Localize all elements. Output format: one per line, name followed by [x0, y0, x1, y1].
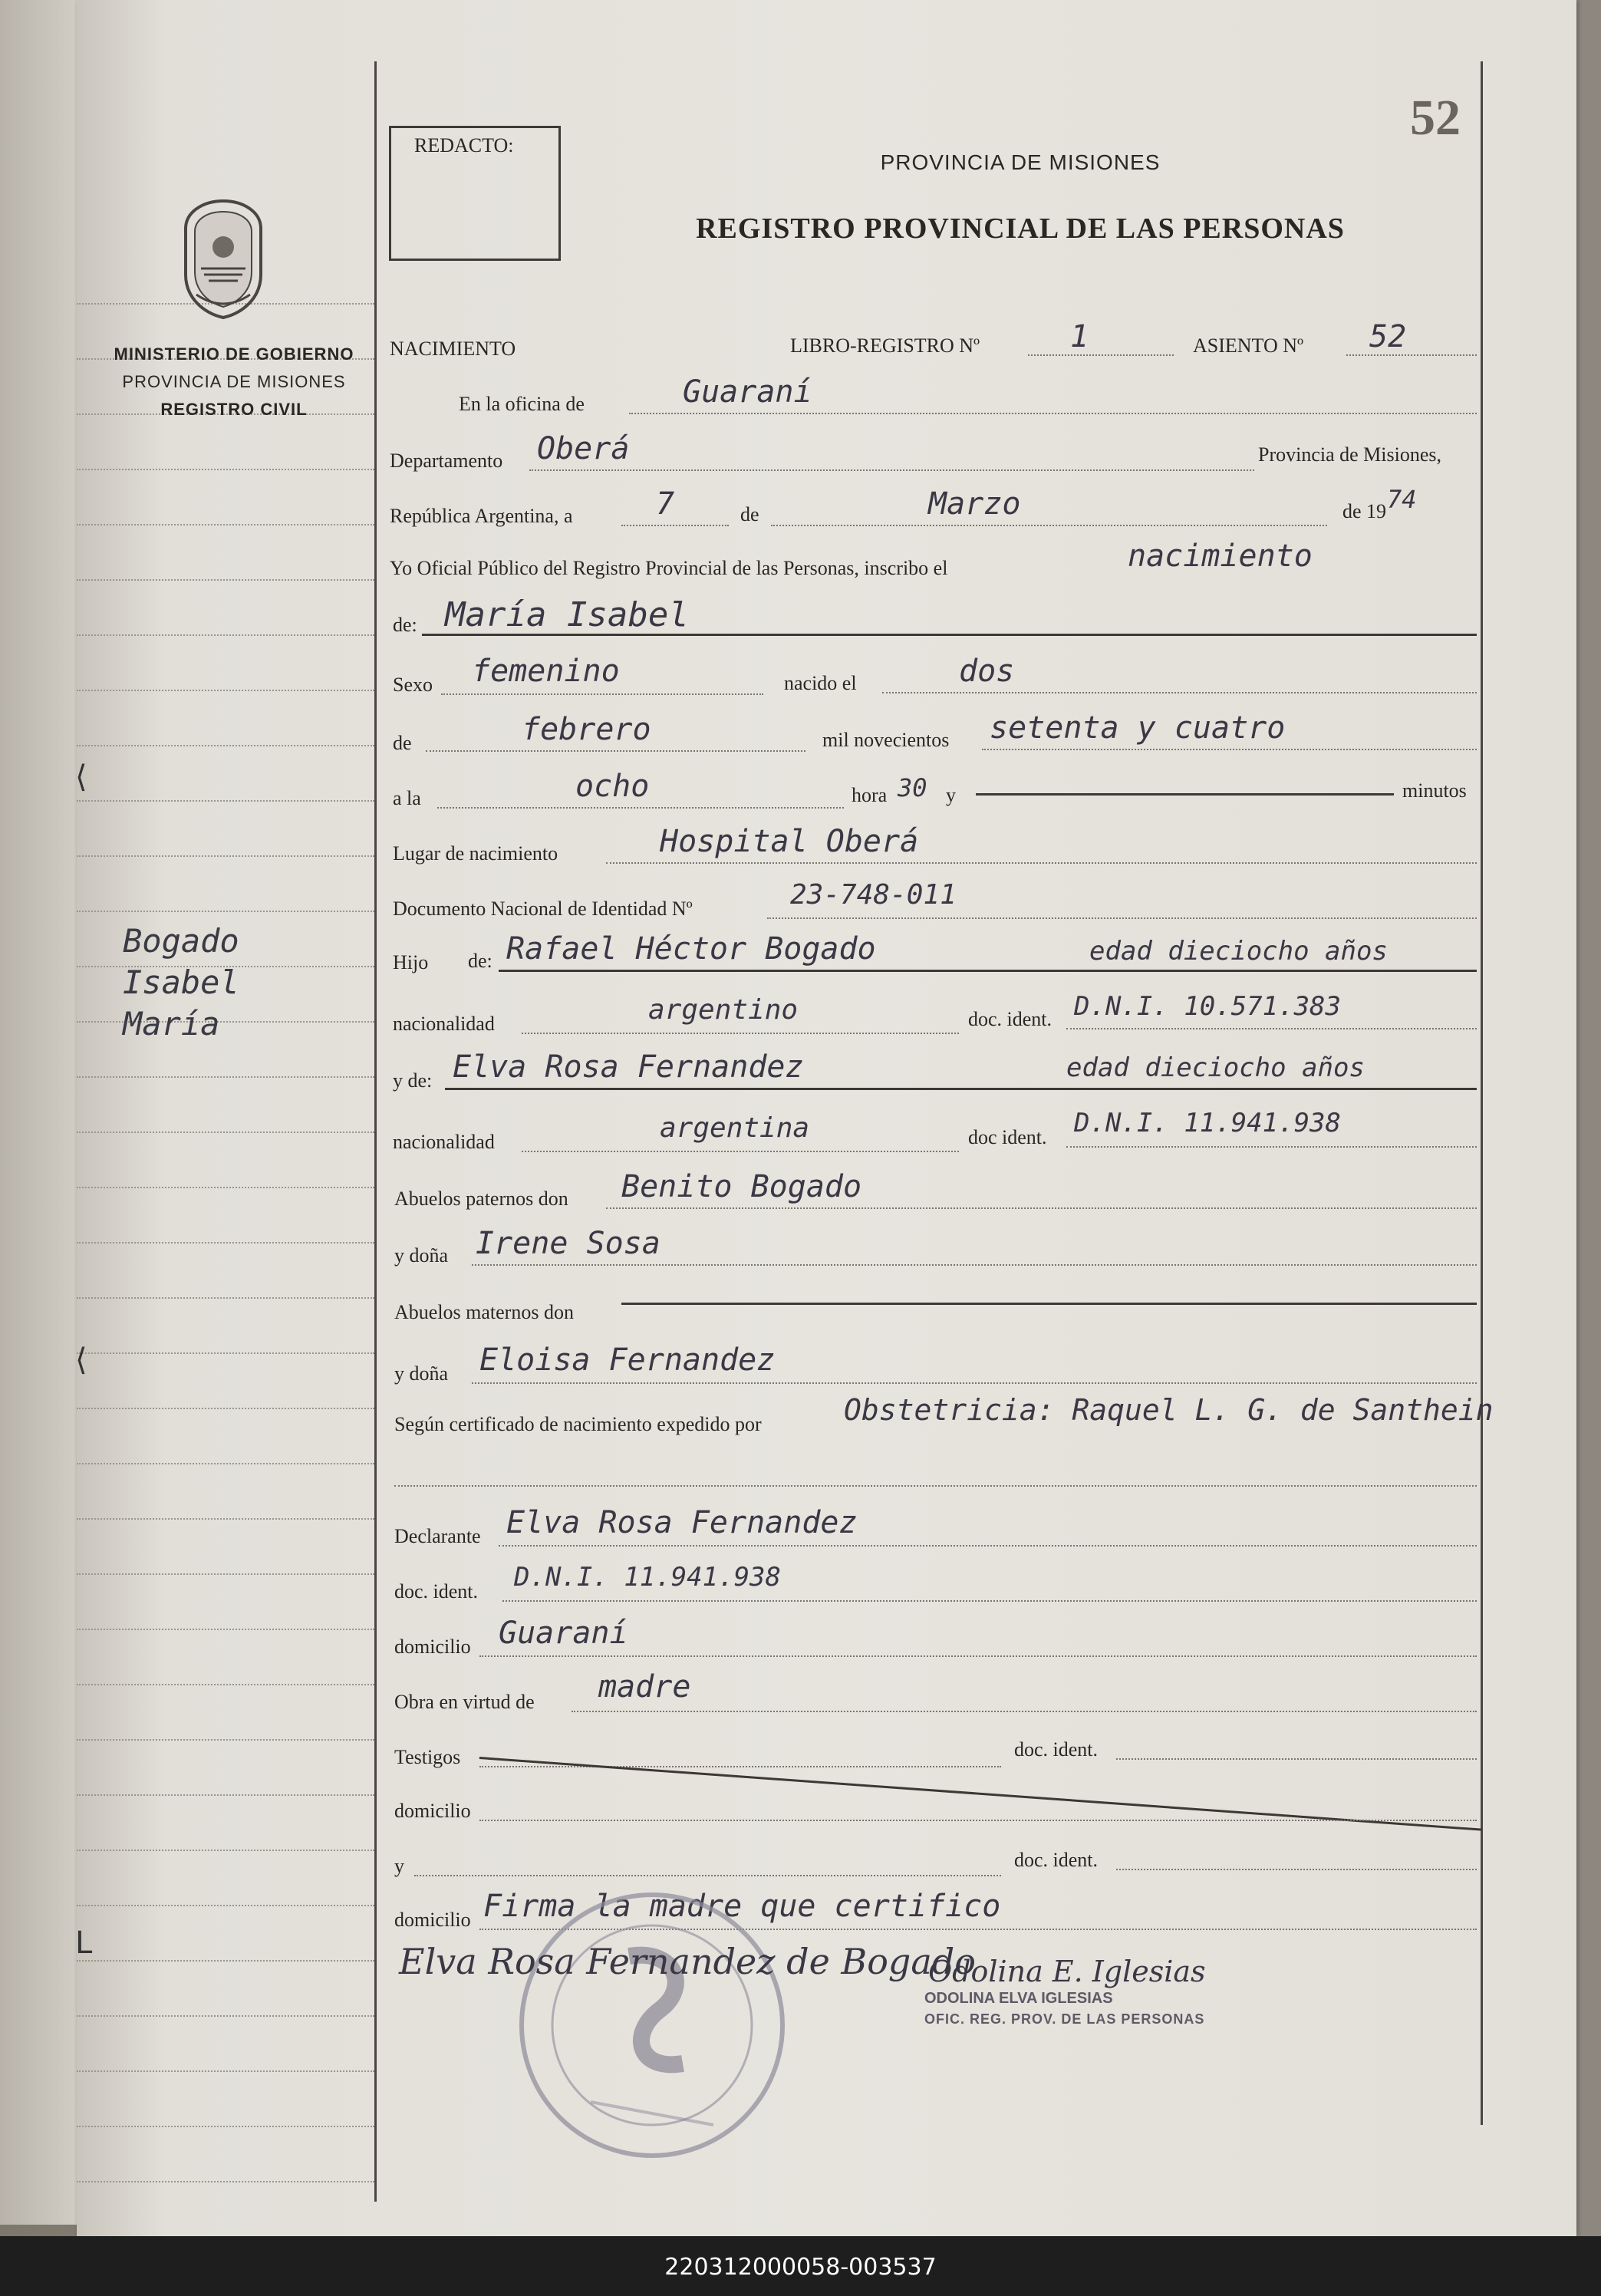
entry-value: 52 [1369, 319, 1407, 354]
department-value: Oberá [537, 431, 630, 466]
office-label: En la oficina de [459, 393, 585, 415]
certificate-issuer: Obstetricia: Raquel L. G. de Santhein [844, 1393, 1494, 1427]
image-id: 220312000058-003537 [664, 2254, 937, 2281]
redacto-label: REDACTO: [414, 134, 514, 156]
child-name: María Isabel [445, 595, 689, 634]
margin-rule-line [77, 1684, 374, 1685]
book-label: LIBRO-REGISTRO Nº [790, 334, 980, 357]
margin-rule-line [77, 2070, 374, 2072]
mother-nationality: argentina [660, 1112, 810, 1144]
page-number: 52 [1410, 90, 1461, 146]
declarant-name: Elva Rosa Fernandez [506, 1505, 858, 1540]
official-value: nacimiento [1128, 539, 1313, 574]
paternal-grandfather: Benito Bogado [621, 1169, 862, 1204]
fill-line [882, 692, 1477, 693]
ministry-line-2: PROVINCIA DE MISIONES [122, 372, 346, 391]
dona-label: y doña [394, 1244, 449, 1267]
paternal-grandparents-label: Abuelos paternos don [394, 1188, 568, 1210]
child-label: Hijo [393, 951, 429, 973]
year-label: de 19 [1342, 500, 1387, 522]
mother-underline [445, 1088, 1477, 1090]
margin-annotation-line: María [123, 1005, 220, 1043]
fill-line [441, 693, 763, 695]
child-label-suffix: de: [468, 950, 492, 972]
fill-line [982, 749, 1477, 750]
and-label: y de: [393, 1069, 433, 1092]
fill-line [1066, 1028, 1477, 1029]
official-name: ODOLINA ELVA IGLESIAS [924, 1990, 1113, 2007]
fill-line [529, 469, 1254, 471]
fill-line [437, 807, 844, 809]
margin-rule-line [77, 1518, 374, 1520]
declarant-doc-label: doc. ident. [394, 1580, 479, 1603]
nationality-label: nacionalidad [393, 1013, 495, 1035]
margin-rule-line [77, 1187, 374, 1188]
official-signature: Odolina E. Iglesias [928, 1955, 1206, 1988]
province-heading: PROVINCIA DE MISIONES [880, 150, 1161, 174]
nationality2-label: nacionalidad [393, 1131, 495, 1153]
sex-value: femenino [472, 654, 620, 689]
fill-line [767, 917, 1477, 919]
redacto-box [389, 126, 561, 261]
republic-label: República Argentina, a [390, 505, 573, 527]
margin-rule-line [77, 1463, 374, 1464]
margin-rule-line [77, 1629, 374, 1630]
mother-doc: D.N.I. 11.941.938 [1074, 1108, 1341, 1138]
book-value: 1 [1070, 319, 1089, 354]
fill-line [522, 1033, 959, 1034]
margin-rule-line [77, 1739, 374, 1741]
doc-label: doc. ident. [968, 1008, 1053, 1030]
declarant-doc: D.N.I. 11.941.938 [514, 1562, 781, 1593]
margin-rule-line [77, 524, 374, 525]
father-doc: D.N.I. 10.571.383 [1074, 991, 1341, 1022]
fill-line [1028, 354, 1174, 356]
fill-line [479, 1655, 1477, 1657]
month-value: Marzo [928, 486, 1021, 522]
mother-age: edad dieciocho años [1066, 1052, 1365, 1083]
fill-line [771, 525, 1327, 526]
margin-rule-line [77, 1794, 374, 1796]
fill-line [629, 413, 1477, 414]
fill-line [572, 1711, 1477, 1712]
declarant-signature: Elva Rosa Fernandez de Bogado [399, 1941, 976, 1982]
registry-heading: REGISTRO PROVINCIAL DE LAS PERSONAS [696, 212, 1345, 245]
witness-label: Testigos [394, 1746, 461, 1768]
margin-rule-line [77, 1850, 374, 1851]
cancel-line [621, 1303, 1477, 1305]
certificate-label: Según certificado de nacimiento expedido por [394, 1413, 762, 1435]
y-label: y [946, 784, 956, 806]
margin-rule-line [77, 1352, 374, 1354]
minutes-label: minutos [1402, 779, 1467, 802]
born-year-value: setenta y cuatro [990, 710, 1286, 746]
sex-label: Sexo [393, 674, 433, 696]
margin-annotation-line: Bogado [123, 922, 239, 960]
fill-line [621, 525, 729, 526]
province-label: Provincia de Misiones, [1258, 443, 1442, 466]
dni-label: Documento Nacional de Identidad Nº [393, 898, 693, 920]
mother-name: Elva Rosa Fernandez [453, 1049, 804, 1085]
fill-line [394, 1485, 1477, 1487]
acting-value: madre [598, 1669, 691, 1705]
cancel-line [976, 793, 1394, 796]
margin-rule-line [77, 1905, 374, 1906]
margin-rule-line [77, 2181, 374, 2182]
entry-label: ASIENTO Nº [1193, 334, 1304, 357]
acting-label: Obra en virtud de [394, 1691, 535, 1713]
witness-y-label: y [394, 1855, 404, 1877]
day-value: 7 [656, 486, 675, 522]
fill-line [479, 1820, 1477, 1821]
margin-rule-line [77, 469, 374, 470]
margin-rule-line [77, 800, 374, 802]
margin-rule-line [77, 1242, 374, 1244]
of-label: de: [393, 614, 417, 636]
fill-line [472, 1382, 1477, 1384]
declarant-label: Declarante [394, 1525, 481, 1547]
maternal-grandmother: Eloisa Fernandez [479, 1342, 776, 1378]
official-label: Yo Oficial Público del Registro Provincial de las Personas, inscribo el [390, 557, 948, 579]
ministry-heading [100, 341, 368, 423]
margin-annotation-line: Isabel [123, 964, 239, 1001]
born-label: nacido el [784, 672, 857, 694]
official-title: OFIC. REG. PROV. DE LAS PERSONAS [924, 2011, 1205, 2027]
margin-rule-line [77, 2015, 374, 2017]
margin-rule-line [77, 1408, 374, 1409]
margin-rule-line [77, 855, 374, 857]
witness-doc-label: doc. ident. [1014, 1738, 1099, 1761]
final-domicile-label: domicilio [394, 1909, 471, 1931]
father-name: Rafael Héctor Bogado [506, 931, 876, 967]
margin-rule-line [77, 634, 374, 636]
fill-line [1116, 1758, 1477, 1760]
margin-rule-line [77, 1960, 374, 1962]
department-label: Departamento [390, 450, 503, 472]
fill-line [522, 1151, 959, 1152]
domicile-value: Guaraní [499, 1616, 628, 1651]
provincial-seal-icon [178, 198, 268, 321]
doc2-label: doc ident. [968, 1126, 1047, 1148]
fill-line [499, 1545, 1477, 1547]
dni-value: 23-748-011 [790, 879, 957, 911]
margin-rule-line [77, 1573, 374, 1575]
fill-line [606, 1207, 1477, 1209]
margin-annotation [123, 921, 239, 1045]
minutes-value: 30 [898, 773, 927, 802]
margin-rule-line [77, 745, 374, 746]
margin-rule-line [77, 1132, 374, 1133]
fill-line [426, 750, 805, 752]
margin-rule-line [77, 1076, 374, 1078]
right-rule [1481, 61, 1483, 2125]
fill-line [606, 862, 1477, 864]
binding-mark: ⟨ [75, 759, 87, 795]
father-nationality: argentino [648, 994, 799, 1026]
thousand-label: mil novecientos [822, 729, 950, 751]
year-value: 74 [1387, 485, 1417, 514]
born-day-value: dos [959, 654, 1015, 689]
dona2-label: y doña [394, 1362, 449, 1385]
fill-line [472, 1264, 1477, 1266]
ministry-line-3: REGISTRO CIVIL [160, 400, 308, 419]
paternal-grandmother: Irene Sosa [476, 1226, 660, 1261]
margin-column [77, 0, 374, 2236]
binding-mark: ⟨ [75, 1342, 87, 1378]
fill-line [479, 1766, 1001, 1767]
witness-doc2-label: doc. ident. [1014, 1849, 1099, 1871]
margin-rule-line [77, 579, 374, 581]
birthplace-label: Lugar de nacimiento [393, 842, 558, 865]
office-value: Guaraní [683, 374, 812, 410]
fill-line [1346, 354, 1477, 356]
record-type: NACIMIENTO [390, 338, 516, 360]
margin-rule-line [77, 690, 374, 691]
fill-line [1116, 1869, 1477, 1870]
de2-label: de [393, 732, 412, 754]
margin-rule-line [77, 2126, 374, 2127]
binding-mark: L [75, 1925, 93, 1961]
margin-rule [374, 61, 377, 2202]
official-stamp-icon [499, 1872, 805, 2179]
final-note: Firma la madre que certifico [483, 1889, 1001, 1924]
fill-line [502, 1600, 1477, 1602]
birthplace-value: Hospital Oberá [660, 824, 919, 859]
born-month-value: febrero [522, 712, 651, 747]
at-label: a la [393, 787, 421, 809]
maternal-grandparents-label: Abuelos maternos don [394, 1301, 574, 1323]
hour-label: hora [852, 784, 888, 806]
witness-domicile-label: domicilio [394, 1800, 471, 1822]
domicile-label: domicilio [394, 1636, 471, 1658]
de-label: de [740, 503, 759, 525]
fill-line [1066, 1146, 1477, 1148]
margin-rule-line [77, 1297, 374, 1299]
father-age: edad dieciocho años [1089, 936, 1388, 967]
margin-rule-line [77, 911, 374, 912]
ministry-line-1: MINISTERIO DE GOBIERNO [114, 344, 354, 364]
father-underline [499, 970, 1477, 972]
hour-value: ocho [575, 769, 650, 804]
